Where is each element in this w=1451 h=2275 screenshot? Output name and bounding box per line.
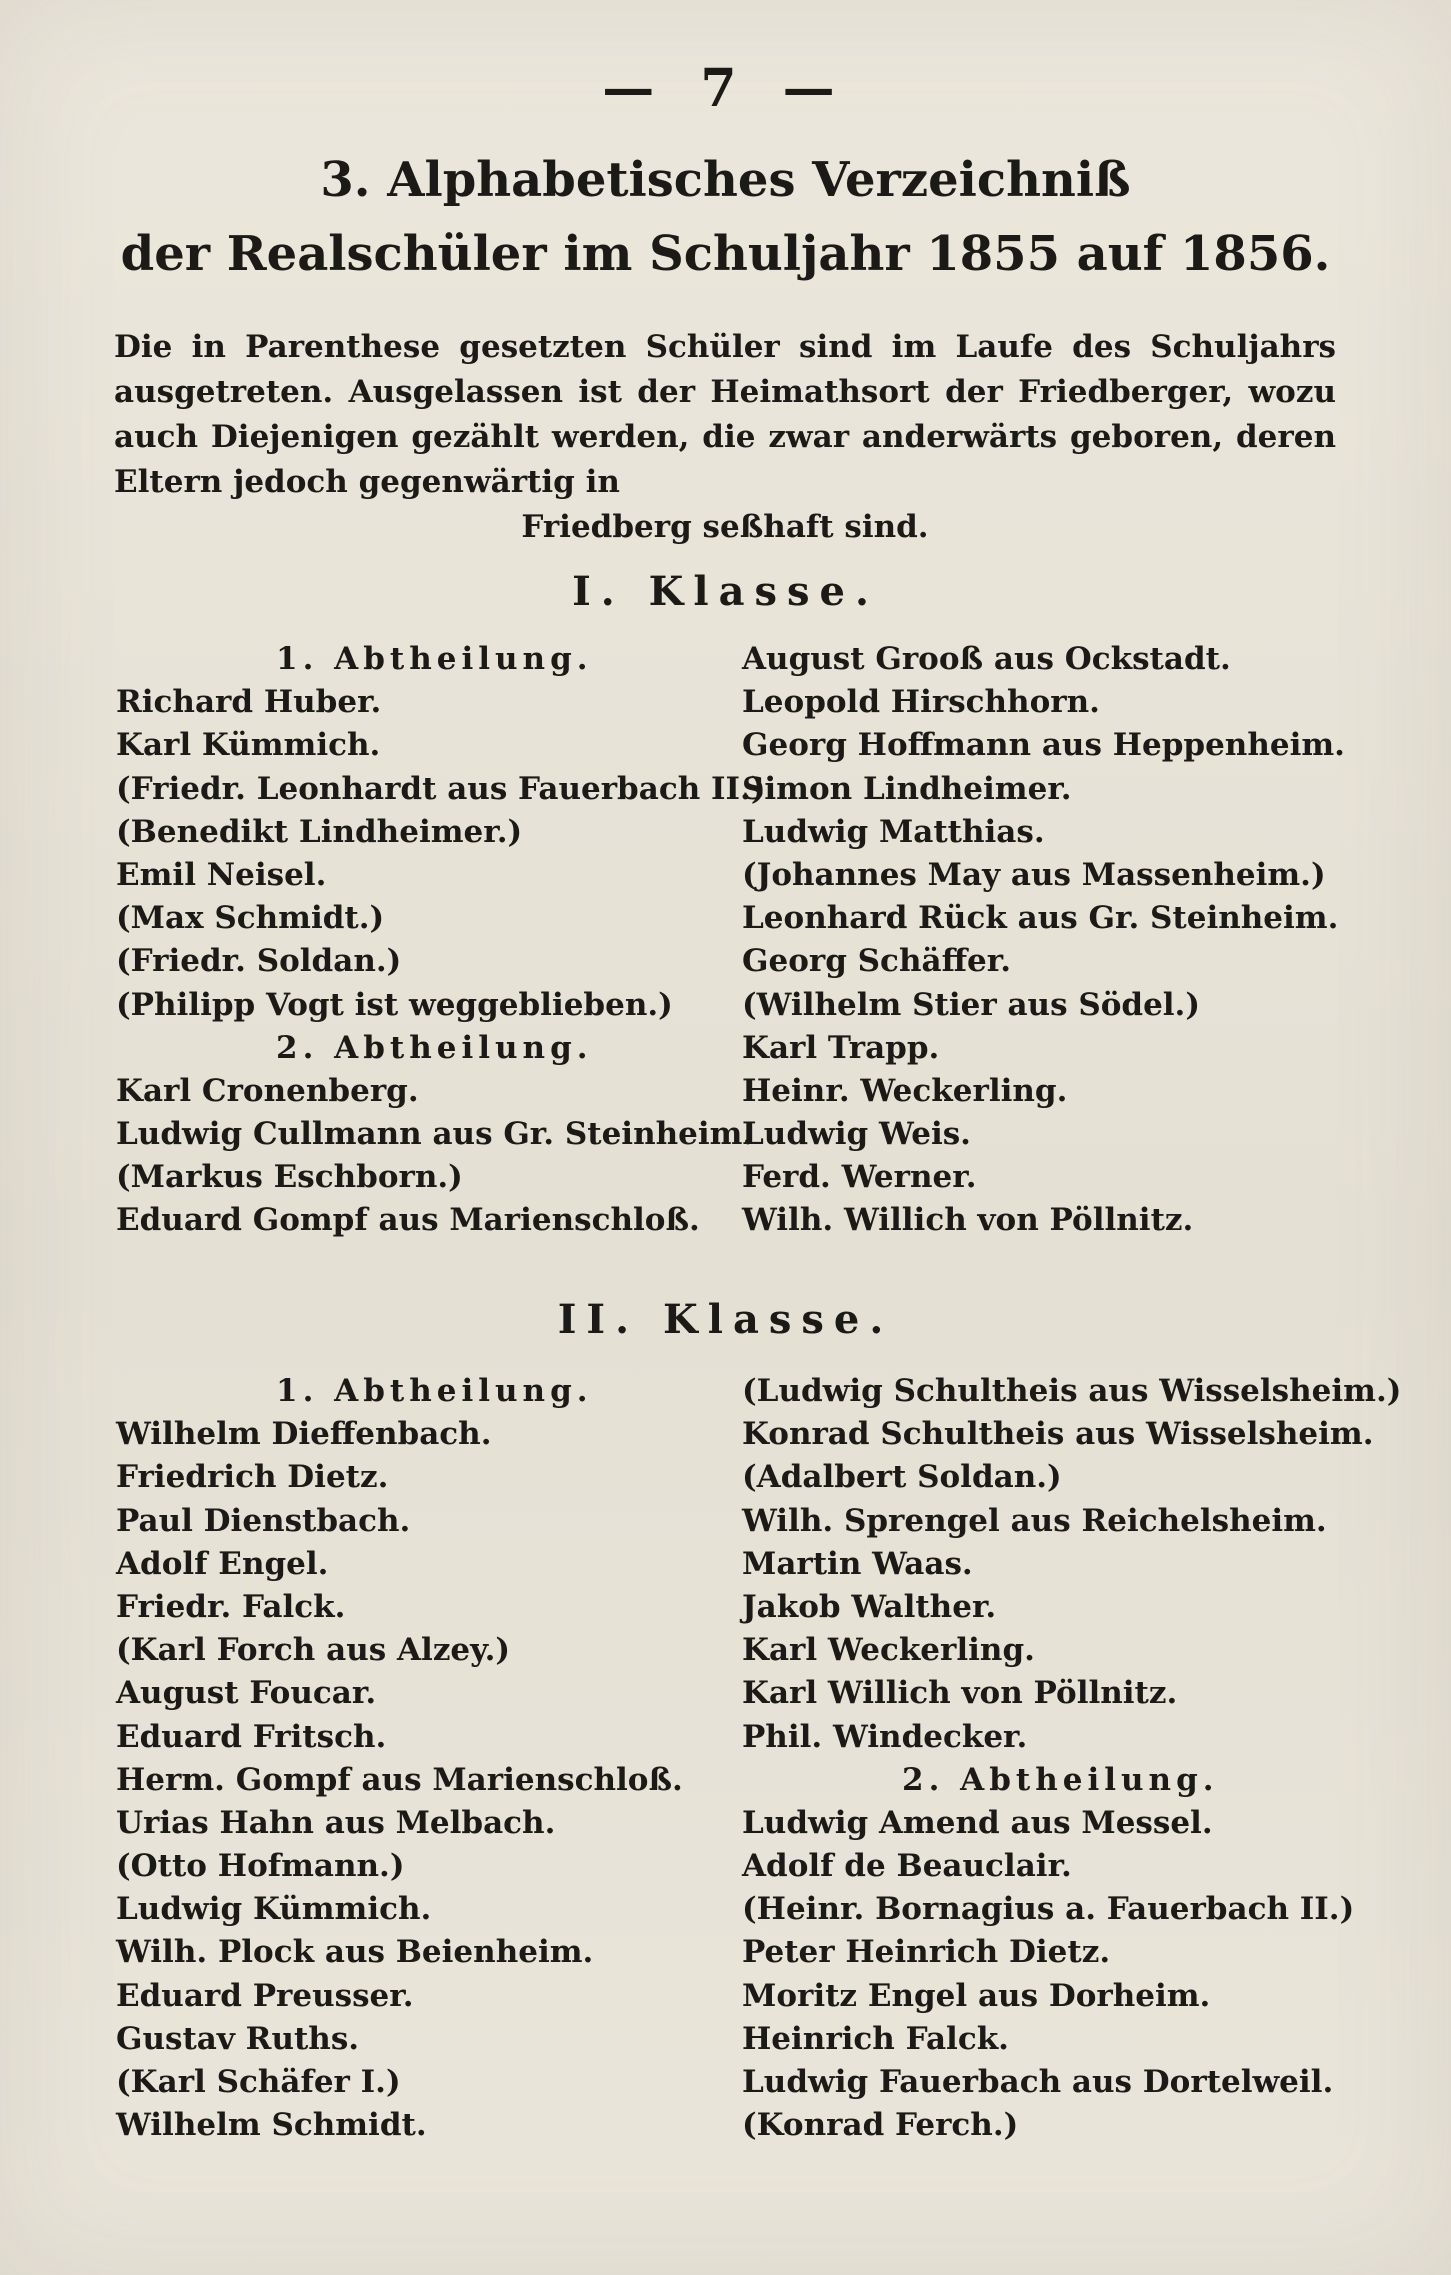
student-entry: Wilh. Sprengel aus Reichelsheim. <box>742 1502 1327 1539</box>
student-entry: (Karl Schäfer I.) <box>116 2064 401 2100</box>
student-entry: (Philipp Vogt ist weggeblieben.) <box>116 986 673 1023</box>
student-entry: Karl Weckerling. <box>742 1632 1035 1669</box>
abtheilung-heading: 2. Abtheilung. <box>276 1029 593 1066</box>
student-entry: (Johannes May aus Massenheim.) <box>742 856 1326 893</box>
student-entry: Phil. Windecker. <box>742 1718 1028 1755</box>
student-entry: Ludwig Fauerbach aus Dortelweil. <box>742 2064 1334 2100</box>
student-entry: Ludwig Matthias. <box>742 813 1045 850</box>
student-entry: (Markus Eschborn.) <box>116 1159 463 1196</box>
title-line-2: der Realschüler im Schuljahr 1855 auf 1856. <box>120 226 1331 282</box>
intro-body: Die in Parenthese gesetzten Schüler sind im Laufe des Schuljahrs ausgetreten. Ausgelassen ist der Heimathsort der Friedberger, wozu auch Diejenigen gezählt werden, die zwar anderwärts geboren, deren Eltern jedoch gegenwärtig in <box>114 329 1336 500</box>
student-entry: Adolf de Beauclair. <box>742 1848 1072 1885</box>
student-entry: (Benedikt Lindheimer.) <box>116 813 523 850</box>
klasse-2-right-column <box>742 1370 1402 2147</box>
student-entry: (Ludwig Schultheis aus Wisselsheim.) <box>742 1373 1402 1409</box>
student-entry: Peter Heinrich Dietz. <box>742 1934 1111 1971</box>
student-entry: (Karl Forch aus Alzey.) <box>116 1632 511 1669</box>
klasse-2-heading: II. Klasse. <box>557 1296 894 1343</box>
student-entry: Herm. Gompf aus Marienschloß. <box>116 1761 683 1798</box>
title-line-1: 3. Alphabetisches Verzeichniß <box>320 152 1131 208</box>
student-entry: Heinr. Weckerling. <box>742 1072 1068 1109</box>
student-entry: (Friedr. Soldan.) <box>116 943 402 980</box>
student-entry: Wilh. Willich von Pöllnitz. <box>742 1202 1194 1239</box>
student-entry: (Adalbert Soldan.) <box>742 1459 1062 1496</box>
student-entry: Paul Dienstbach. <box>116 1502 411 1539</box>
student-entry: Eduard Fritsch. <box>116 1718 387 1755</box>
student-entry: Leopold Hirschhorn. <box>742 684 1100 721</box>
intro-last-line: Friedberg seßhaft sind. <box>521 509 929 545</box>
student-entry: (Heinr. Bornagius a. Fauerbach II.) <box>742 1891 1355 1928</box>
student-entry: August Foucar. <box>116 1675 377 1712</box>
student-entry: (Otto Hofmann.) <box>116 1848 405 1885</box>
student-entry: Ludwig Kümmich. <box>116 1891 432 1928</box>
student-entry: Simon Lindheimer. <box>742 770 1072 807</box>
student-entry: Emil Neisel. <box>116 856 327 893</box>
student-entry: Leonhard Rück aus Gr. Steinheim. <box>742 900 1339 937</box>
intro-paragraph <box>114 325 1336 550</box>
abtheilung-heading: 2. Abtheilung. <box>902 1761 1219 1798</box>
page-number: — 7 — <box>602 58 849 119</box>
student-entry: Wilhelm Schmidt. <box>116 2107 427 2144</box>
student-entry: Ferd. Werner. <box>742 1159 977 1196</box>
student-entry: (Wilhelm Stier aus Södel.) <box>742 986 1201 1023</box>
student-entry: Karl Trapp. <box>742 1029 940 1066</box>
student-entry: Karl Kümmich. <box>116 727 381 764</box>
student-entry: Richard Huber. <box>116 684 382 721</box>
student-entry: Martin Waas. <box>742 1545 973 1582</box>
klasse-2-left-column <box>116 1370 716 2147</box>
student-entry: Georg Schäffer. <box>742 943 1012 980</box>
student-entry: (Friedr. Leonhardt aus Fauerbach II.) <box>116 770 766 807</box>
student-entry: Friedr. Falck. <box>116 1588 346 1625</box>
abtheilung-heading: 1. Abtheilung. <box>276 1373 593 1409</box>
student-entry: Ludwig Cullmann aus Gr. Steinheim. <box>116 1116 754 1153</box>
student-entry: August Grooß aus Ockstadt. <box>742 641 1231 677</box>
student-entry: Georg Hoffmann aus Heppenheim. <box>742 727 1345 764</box>
student-entry: Karl Cronenberg. <box>116 1072 419 1109</box>
student-entry: Konrad Schultheis aus Wisselsheim. <box>742 1416 1374 1453</box>
student-entry: Wilhelm Dieffenbach. <box>116 1416 492 1453</box>
student-entry: (Max Schmidt.) <box>116 900 385 937</box>
student-entry: Wilh. Plock aus Beienheim. <box>116 1934 594 1971</box>
student-entry: Ludwig Weis. <box>742 1116 971 1153</box>
abtheilung-heading: 1. Abtheilung. <box>276 641 593 677</box>
klasse-1-right-column <box>742 638 1382 1243</box>
student-entry: Friedrich Dietz. <box>116 1459 389 1496</box>
student-entry: Moritz Engel aus Dorheim. <box>742 1977 1211 2014</box>
student-entry: Jakob Walther. <box>742 1588 997 1625</box>
student-entry: Eduard Gompf aus Marienschloß. <box>116 1202 700 1239</box>
student-entry: Gustav Ruths. <box>116 2020 360 2057</box>
klasse-1-left-column <box>116 638 766 1243</box>
student-entry: Karl Willich von Pöllnitz. <box>742 1675 1178 1712</box>
student-entry: (Konrad Ferch.) <box>742 2107 1019 2144</box>
student-entry: Urias Hahn aus Melbach. <box>116 1804 556 1841</box>
klasse-1-heading: I. Klasse. <box>572 568 879 615</box>
student-entry: Adolf Engel. <box>116 1545 329 1582</box>
student-entry: Ludwig Amend aus Messel. <box>742 1804 1213 1841</box>
student-entry: Heinrich Falck. <box>742 2020 1009 2057</box>
student-entry: Eduard Preusser. <box>116 1977 414 2014</box>
